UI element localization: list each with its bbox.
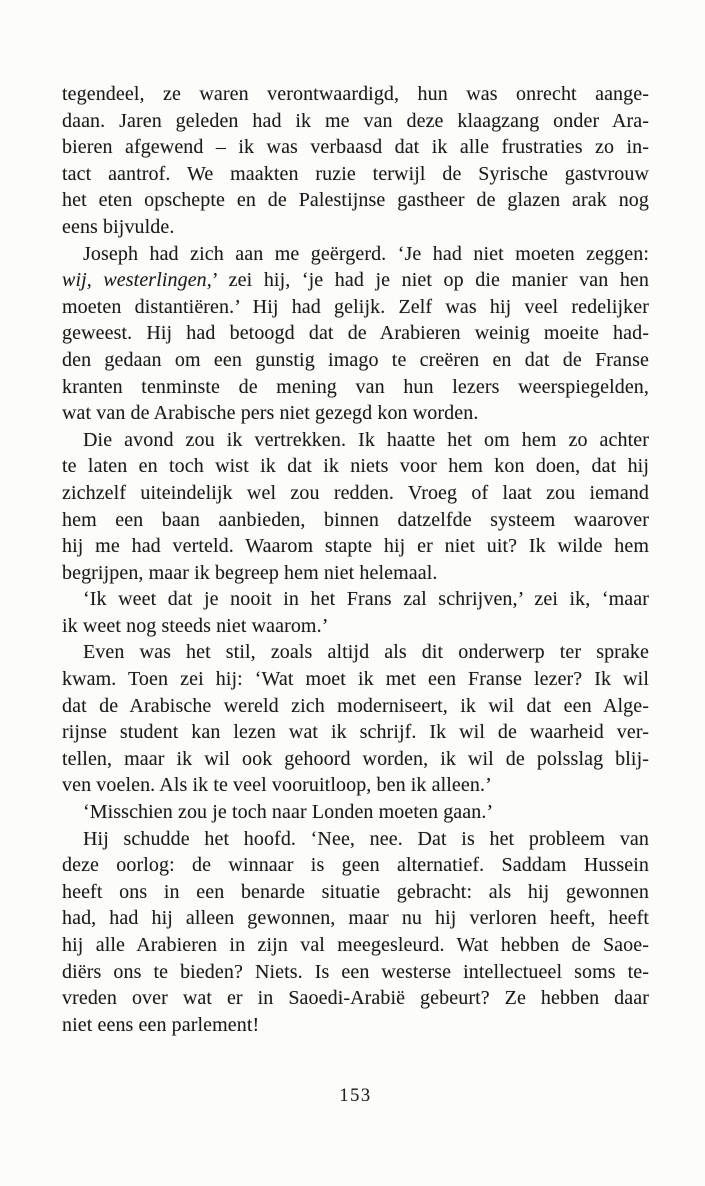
- text-line: vreden over wat er in Saoedi-Arabië gebeurt? Ze hebben daar: [62, 987, 649, 1010]
- page-number: 153: [339, 1086, 372, 1106]
- text-line: het eten opschepte en de Palestijnse gastheer de glazen arak nog: [62, 189, 649, 212]
- text-line: daan. Jaren geleden had ik me van deze klaagzang onder Ara-: [62, 109, 649, 132]
- text-line: rijnse student kan lezen wat ik schrijf. Ik wil de waarheid ver-: [62, 721, 649, 744]
- text-line: eens bijvulde.: [62, 215, 175, 238]
- text-line: tact aantrof. We maakten ruzie terwijl de Syrische gastvrouw: [62, 162, 649, 185]
- text-line: niet eens een parlement!: [62, 1013, 260, 1036]
- text-line: Hij schudde het hoofd. ‘Nee, nee. Dat is het probleem van: [83, 827, 649, 850]
- text-line: tegendeel, ze waren verontwaardigd, hun was onrecht aange-: [62, 83, 649, 105]
- italic-phrase: wij, westerlingen,: [62, 269, 212, 292]
- paragraph: [62, 799, 649, 826]
- text-line: begrijpen, maar ik begreep hem niet helemaal.: [62, 561, 438, 584]
- text-line: zichzelf uiteindelijk wel zou redden. Vroeg of laat zou iemand: [62, 481, 649, 504]
- text-line: bieren afgewend – ik was verbaasd dat ik alle frustraties zo in-: [62, 136, 649, 159]
- text-line: deze oorlog: de winnaar is geen alternatief. Saddam Hussein: [62, 854, 649, 877]
- text-line: wat van de Arabische pers niet gezegd kon worden.: [62, 402, 479, 425]
- text-line: dat de Arabische wereld zich moderniseert, ik wil dat een Alge-: [62, 694, 649, 717]
- text-line: te laten en toch wist ik dat ik niets voor hem kon doen, dat hij: [62, 455, 649, 478]
- text-line: heeft ons in een benarde situatie gebracht: als hij gewonnen: [62, 880, 649, 903]
- text-line: had, had hij alleen gewonnen, maar nu hij verloren heeft, heeft: [62, 907, 649, 930]
- text-line: Die avond zou ik vertrekken. Ik haatte het om hem zo achter: [83, 428, 649, 451]
- text-line: kwam. Toen zei hij: ‘Wat moet ik met een Franse lezer? Ik wil: [62, 668, 649, 691]
- text-line: geweest. Hij had betoogd dat de Arabieren weinig moeite had-: [62, 322, 649, 345]
- text-line: kranten tenminste de mening van hun lezers weerspiegelden,: [62, 375, 649, 398]
- text-line: ‘Misschien zou je toch naar Londen moeten gaan.’: [83, 801, 494, 824]
- text-line: hem een baan aanbieden, binnen datzelfde systeem waarover: [62, 508, 649, 531]
- paragraph: [62, 586, 649, 639]
- text-line: Joseph had zich aan me geërgerd. ‘Je had niet moeten zeggen:: [83, 242, 649, 265]
- page-body: [62, 81, 649, 1038]
- paragraph: [62, 427, 649, 587]
- text-line: diërs ons te bieden? Niets. Is een westerse intellectueel soms te-: [62, 960, 649, 983]
- paragraph: [62, 826, 649, 1039]
- text-line: hij alle Arabieren in zijn val meegesleurd. Wat hebben de Saoe-: [62, 934, 649, 956]
- text-line: moeten distantiëren.’ Hij had gelijk. Zelf was hij veel redelijker: [62, 295, 649, 318]
- text-span: ’ zei hij, ‘je had je niet op die manier van hen: [211, 269, 649, 292]
- text-line: den gedaan om een gunstig imago te creëren en dat de Franse: [62, 348, 649, 371]
- text-line: ‘Ik weet dat je nooit in het Frans zal schrijven,’ zei ik, ‘maar: [83, 588, 649, 611]
- paragraph: [62, 241, 649, 427]
- text-line: tellen, maar ik wil ook gehoord worden, ik wil de polsslag blij-: [62, 747, 649, 770]
- text-line: Even was het stil, zoals altijd als dit onderwerp ter sprake: [83, 641, 649, 664]
- text-line: ven voelen. Als ik te veel vooruitloop, ben ik alleen.’: [62, 774, 492, 797]
- text-line: [62, 267, 649, 294]
- paragraph: [62, 639, 649, 799]
- paragraph: [62, 81, 649, 241]
- text-line: ik weet nog steeds niet waarom.’: [62, 614, 329, 637]
- text-line: hij me had verteld. Waarom stapte hij er niet uit? Ik wilde hem: [62, 535, 649, 558]
